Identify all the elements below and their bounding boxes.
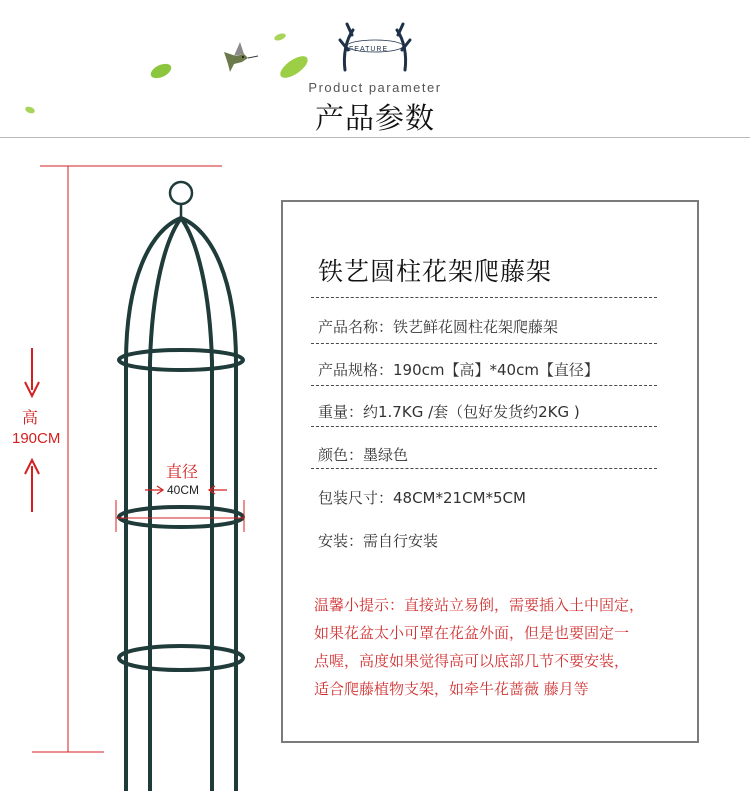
dashed-divider — [311, 468, 657, 469]
spec-color: 颜色：墨绿色 — [318, 446, 409, 464]
tip-line: 如果花盆太小可罩在花盆外面，但是也要固定一 — [314, 624, 630, 642]
tip-line: 适合爬藤植物支架，如牵牛花蔷薇 藤月等 — [314, 680, 589, 698]
spec-package-size: 包装尺寸：48CM*21CM*5CM — [318, 489, 526, 507]
leaf-icon — [277, 52, 311, 82]
dashed-divider — [311, 426, 657, 427]
spec-product-name: 产品名称：铁艺鲜花圆柱花架爬藤架 — [318, 318, 559, 336]
section-title: 产品参数 — [314, 101, 435, 135]
hummingbird-icon — [224, 42, 258, 72]
spec-installation: 安装：需自行安装 — [318, 532, 439, 550]
height-arrow-up-icon — [25, 460, 39, 512]
diameter-label: 直径 — [166, 464, 199, 481]
section-subtitle: Product parameter — [308, 80, 442, 95]
height-arrow-down-icon — [25, 348, 39, 396]
leaf-icon — [273, 32, 286, 42]
spec-size: 产品规格：190cm【高】*40cm【直径】 — [318, 361, 599, 379]
height-label: 高 — [22, 410, 39, 427]
product-dimension-graphic — [0, 140, 280, 791]
header — [0, 0, 750, 140]
feature-badge-text: FEATURE — [349, 46, 389, 53]
tip-line: 温馨小提示：直接站立易倒，需要插入土中固定， — [314, 596, 645, 614]
dashed-divider — [311, 385, 657, 386]
header-divider — [0, 137, 750, 138]
dashed-divider — [311, 343, 657, 344]
product-name-heading: 铁艺圆柱花架爬藤架 — [318, 257, 553, 286]
leaf-icon — [148, 61, 173, 81]
diameter-value: 40CM — [167, 483, 200, 497]
dashed-divider — [311, 297, 657, 298]
product-info-panel — [281, 200, 699, 743]
height-value: 190CM — [12, 430, 61, 447]
spec-weight: 重量：约1.7KG /套（包好发货约2KG ) — [318, 403, 580, 421]
tip-line: 点喔，高度如果觉得高可以底部几节不要安装， — [314, 652, 630, 670]
